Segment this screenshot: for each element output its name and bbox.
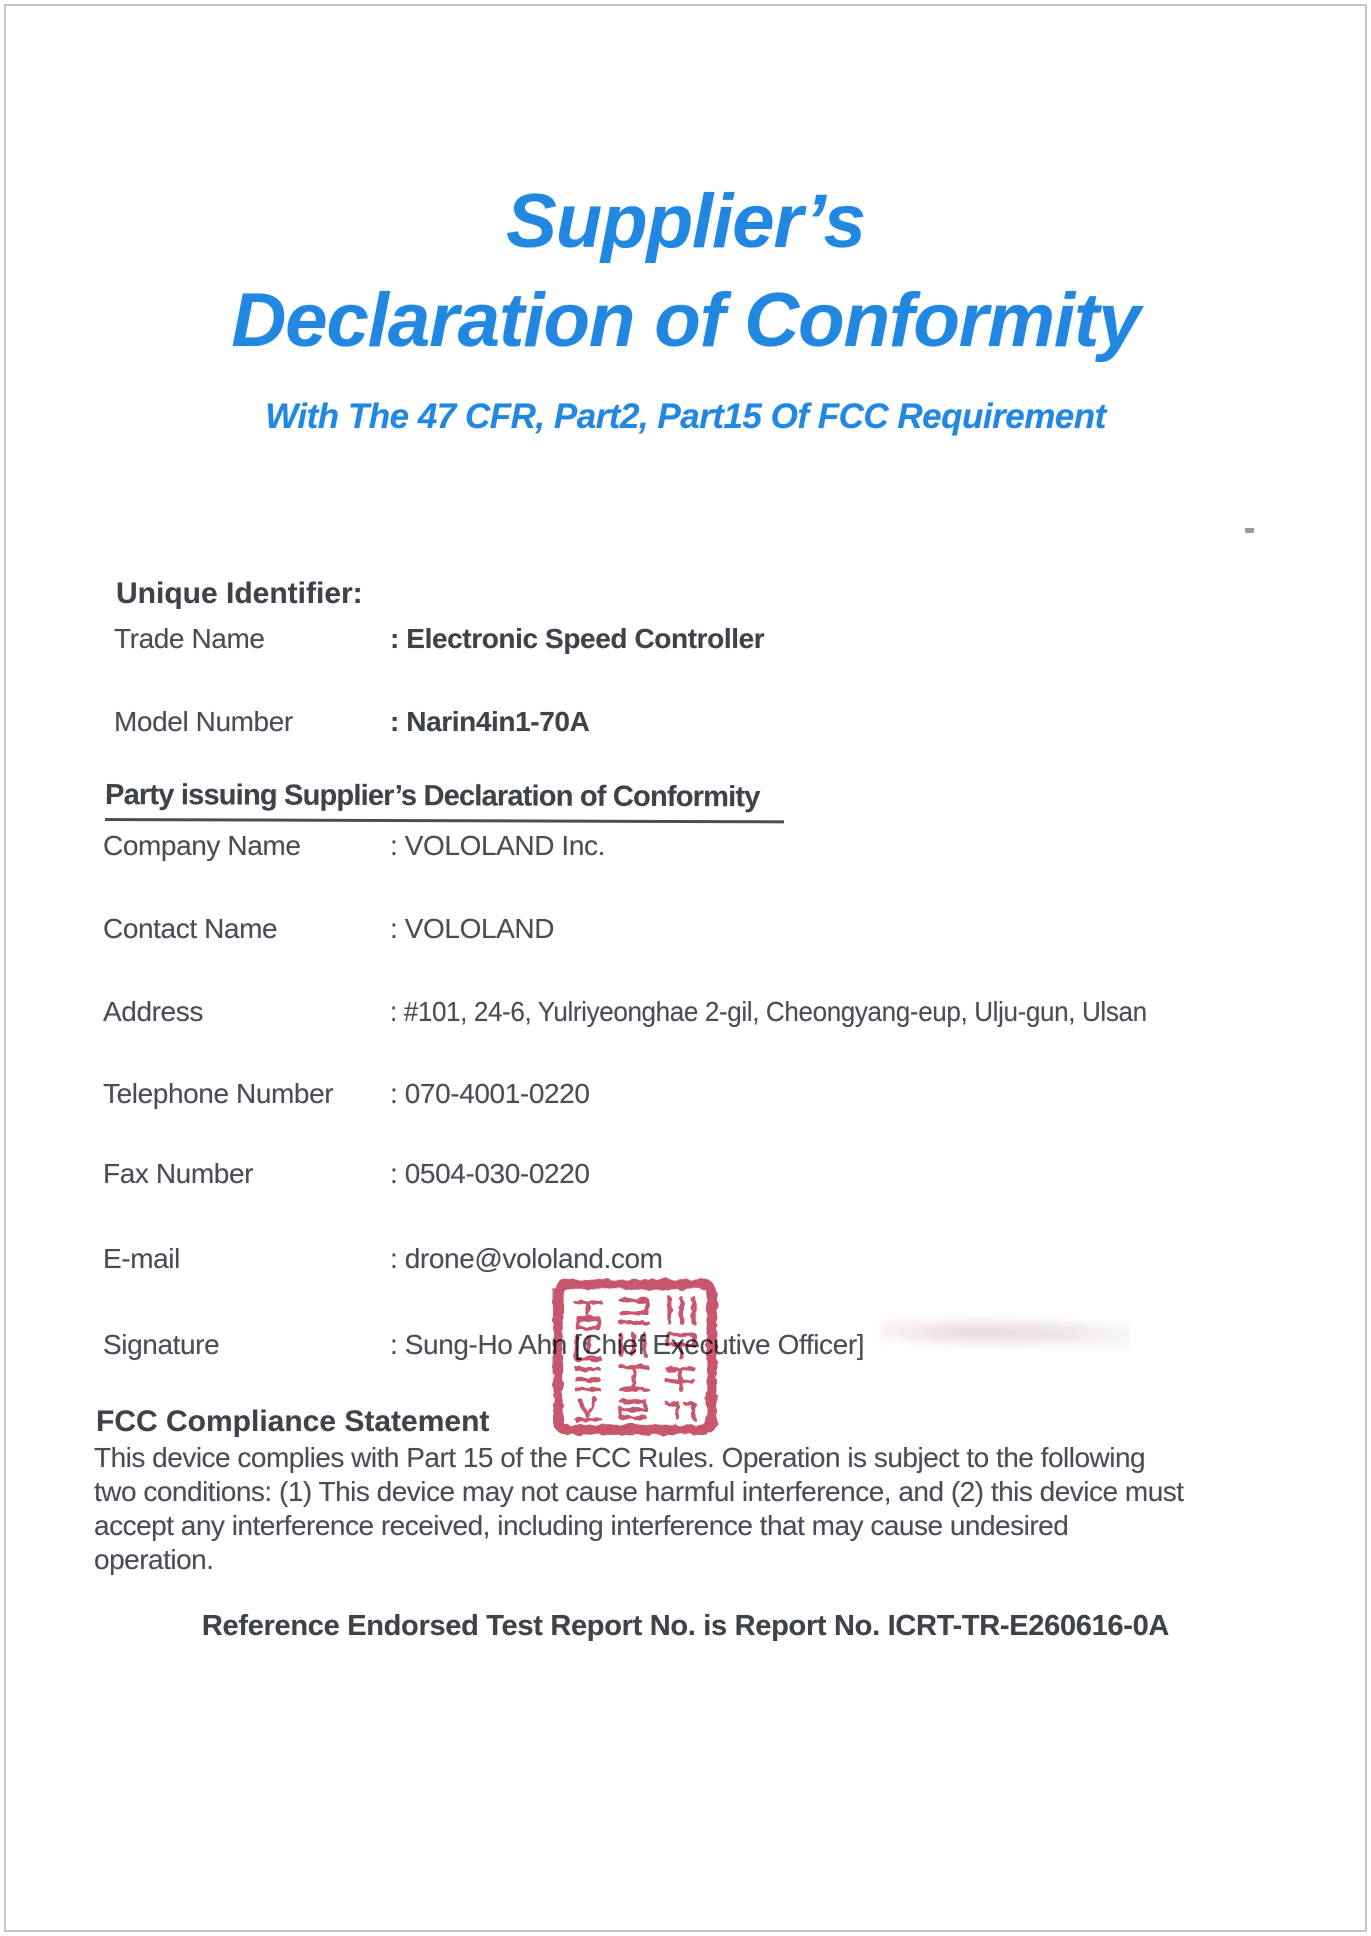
field-row-company-name bbox=[103, 830, 605, 862]
company-seal-stamp-icon bbox=[550, 1276, 720, 1438]
fcc-compliance-line: This device complies with Part 15 of the FCC Rules. Operation is subject to the following bbox=[94, 1442, 1146, 1473]
field-value: : 0504-030-0220 bbox=[390, 1158, 590, 1189]
reference-line: Reference Endorsed Test Report No. is Report No. ICRT-TR-E260616-0A bbox=[201, 1610, 1170, 1642]
field-label: Trade Name bbox=[114, 623, 265, 654]
party-issuing-heading-text: Party issuing Supplier’s Declaration of Conformity bbox=[105, 779, 784, 823]
scan-speck bbox=[1245, 528, 1254, 533]
field-value: : drone@vololand.com bbox=[390, 1243, 663, 1274]
field-value: : VOLOLAND Inc. bbox=[390, 830, 605, 861]
field-label: Contact Name bbox=[103, 913, 278, 944]
field-row-telephone bbox=[103, 1078, 590, 1110]
field-value: : Narin4in1-70A bbox=[390, 706, 590, 737]
field-row-email bbox=[103, 1243, 663, 1275]
field-value: : Sung-Ho Ahn [Chief Executive Officer] bbox=[390, 1329, 865, 1360]
scan-smudge bbox=[880, 1316, 1130, 1350]
doc-title bbox=[0, 172, 1371, 370]
field-row-fax bbox=[103, 1158, 590, 1190]
fcc-compliance-heading: FCC Compliance Statement bbox=[96, 1405, 490, 1438]
field-label: Fax Number bbox=[103, 1158, 254, 1189]
field-value: : VOLOLAND bbox=[390, 913, 555, 944]
doc-title-line1: Supplier’s bbox=[506, 179, 865, 264]
field-label: Address bbox=[103, 996, 203, 1027]
fcc-compliance-line: operation. bbox=[94, 1544, 214, 1575]
field-label: Company Name bbox=[103, 830, 301, 861]
fcc-compliance-line: accept any interference received, including interference that may cause undesired bbox=[94, 1510, 1069, 1541]
field-row-contact-name bbox=[103, 913, 554, 945]
field-row-address bbox=[103, 996, 1204, 1028]
field-label: Telephone Number bbox=[103, 1078, 334, 1109]
field-label: Model Number bbox=[114, 706, 293, 737]
doc-title-line2: Declaration of Conformity bbox=[231, 278, 1140, 363]
doc-subtitle: With The 47 CFR, Part2, Part15 Of FCC Requirement bbox=[265, 397, 1106, 436]
fcc-compliance-text bbox=[94, 1441, 1184, 1577]
field-value: : 070-4001-0220 bbox=[390, 1078, 590, 1109]
field-label: Signature bbox=[103, 1329, 220, 1360]
field-value: : #101, 24-6, Yulriyeonghae 2-gil, Cheongyang-eup, Ulju-gun, Ulsan bbox=[390, 996, 1147, 1027]
field-value: : Electronic Speed Controller bbox=[390, 623, 765, 654]
party-issuing-heading bbox=[105, 779, 784, 821]
fcc-compliance-line: two conditions: (1) This device may not cause harmful interference, and (2) this device must bbox=[94, 1476, 1184, 1507]
field-row-trade-name bbox=[114, 623, 764, 655]
field-row-model-number bbox=[114, 706, 589, 738]
unique-identifier-heading: Unique Identifier: bbox=[116, 577, 363, 610]
field-row-signature bbox=[103, 1329, 864, 1361]
field-label: E-mail bbox=[103, 1243, 180, 1274]
